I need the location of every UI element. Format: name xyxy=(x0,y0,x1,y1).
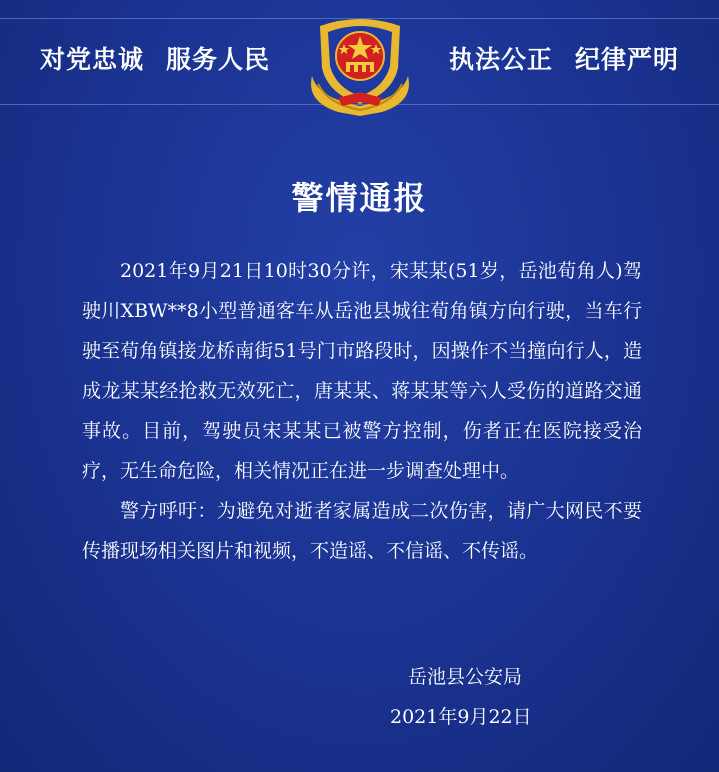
notice-body xyxy=(82,251,642,571)
header-banner xyxy=(0,0,719,122)
issue-date: 2021年9月22日 xyxy=(390,706,532,728)
notice-title: 警情通报 xyxy=(291,179,428,217)
slogan-fair-law: 执法公正 xyxy=(449,45,554,74)
issuer-name: 岳池县公安局 xyxy=(408,666,523,688)
slogan-loyalty: 对党忠诚 xyxy=(40,45,145,74)
police-emblem-icon xyxy=(298,6,422,118)
slogan-serve-people: 服务人民 xyxy=(166,45,271,74)
notice-paragraph-incident: 2021年9月21日10时30分许，宋某某(51岁，岳池荀角人)驾驶川XBW**8小型普通客车从岳池县城往荀角镇方向行驶，当车行驶至荀角镇接龙桥南街51号门市路段时，因操作不当撞向行人，造成龙某某经抢救无效死亡，唐某某、蒋某某等六人受伤的道路交通事故。目前，驾驶员宋某某已被警方控制，伤者正在医院接受治疗，无生命危险，相关情况正在进一步调查处理中。 xyxy=(82,260,642,482)
notice-paragraph-appeal: 警方呼吁：为避免对逝者家属造成二次伤害，请广大网民不要传播现场相关图片和视频，不造谣、不信谣、不传谣。 xyxy=(82,500,642,562)
slogan-strict-discipline: 纪律严明 xyxy=(575,45,680,74)
